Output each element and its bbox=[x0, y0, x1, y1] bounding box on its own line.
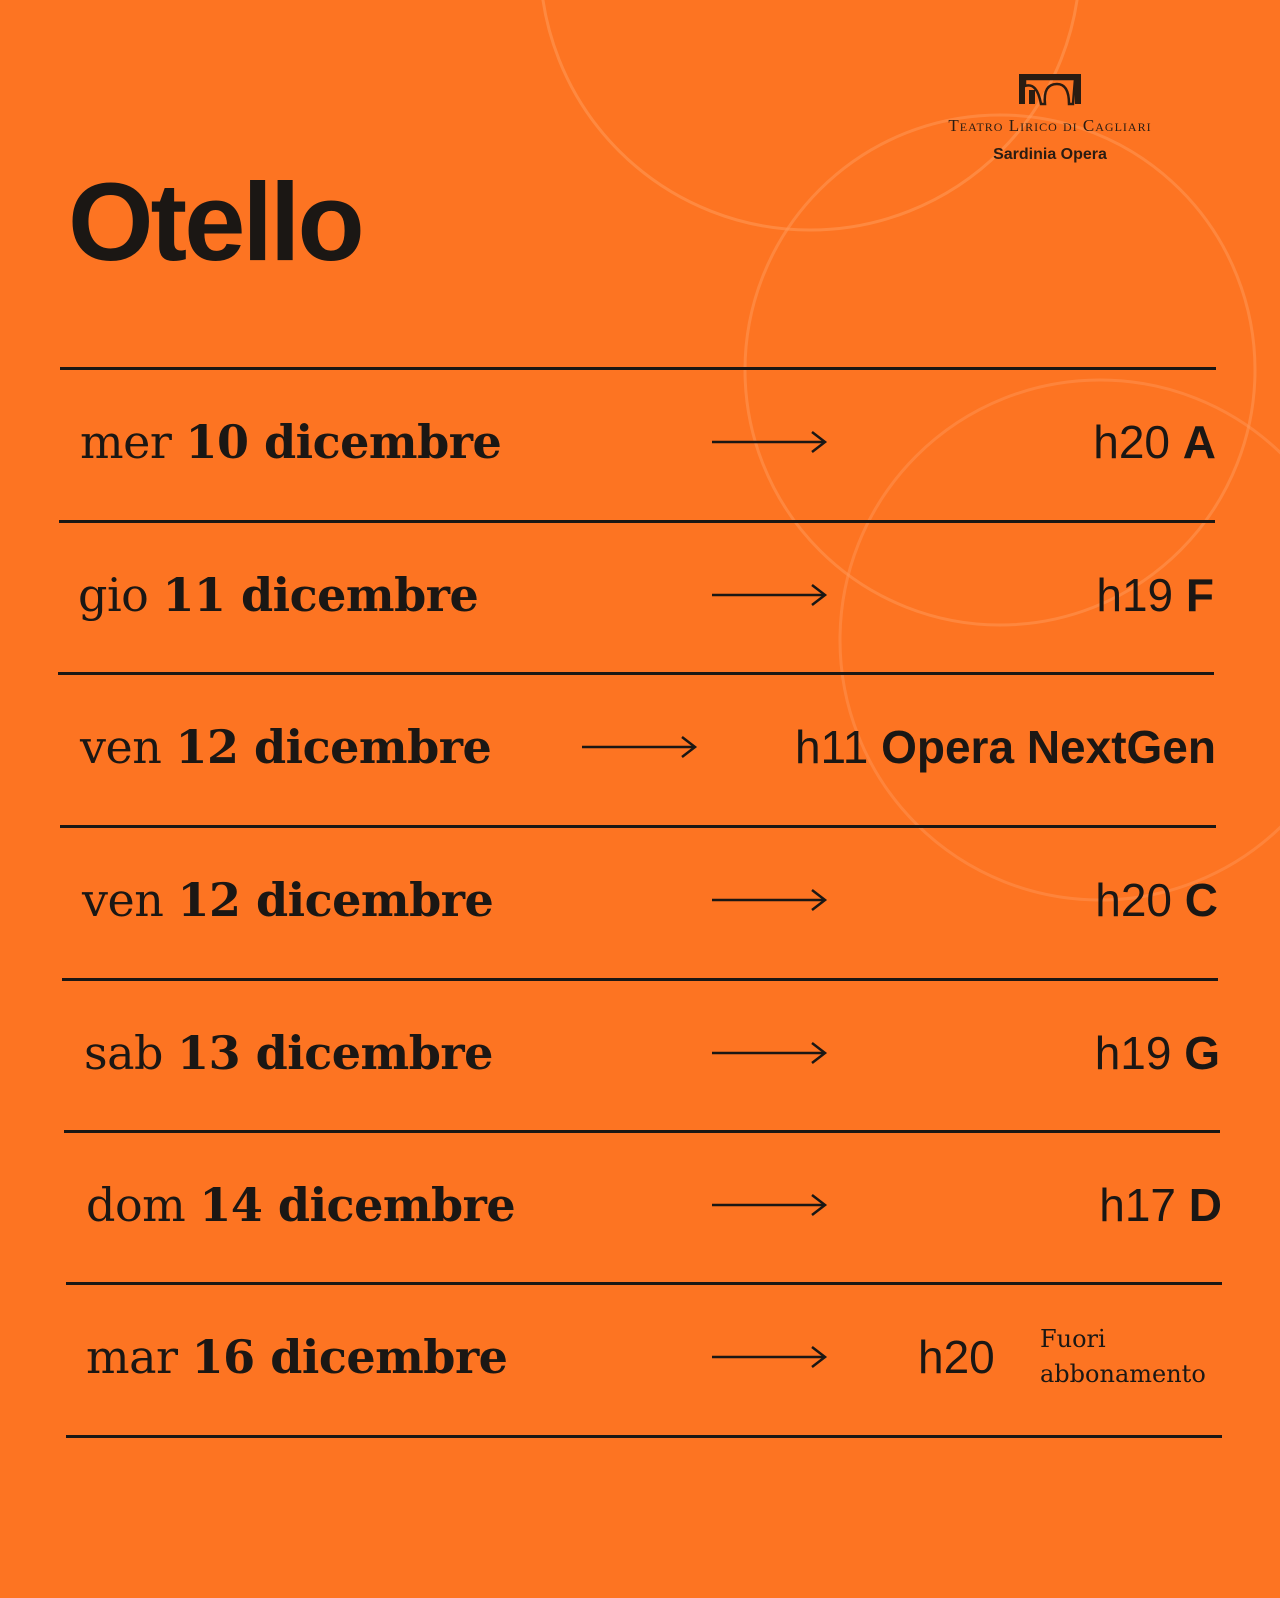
subscription-tag: F bbox=[1185, 569, 1214, 621]
time-label: h20 bbox=[918, 1331, 995, 1383]
performance-time bbox=[795, 720, 1216, 774]
performance-row bbox=[0, 367, 1280, 517]
subscription-tag: G bbox=[1184, 1027, 1220, 1079]
day-month-label: 12 dicembre bbox=[177, 873, 494, 927]
performance-date bbox=[80, 415, 501, 469]
performance-row bbox=[0, 672, 1280, 822]
performance-row bbox=[0, 1130, 1280, 1280]
brand-name: Teatro Lirico di Cagliari bbox=[948, 116, 1152, 135]
subscription-tag: Opera NextGen bbox=[881, 721, 1216, 773]
performance-date bbox=[82, 873, 493, 927]
time-label: h20 bbox=[1093, 416, 1170, 468]
performance-time bbox=[1096, 568, 1214, 622]
subscription-tag: A bbox=[1182, 416, 1216, 468]
long-right-arrow-icon bbox=[712, 1193, 828, 1217]
subscription-tag: D bbox=[1188, 1179, 1222, 1231]
weekday-label: ven bbox=[82, 873, 164, 927]
performance-date bbox=[80, 720, 491, 774]
time-label: h19 bbox=[1094, 1027, 1172, 1079]
day-month-label: 16 dicembre bbox=[191, 1330, 508, 1384]
performance-date bbox=[86, 1178, 515, 1232]
weekday-label: mar bbox=[86, 1330, 178, 1384]
long-right-arrow-icon bbox=[582, 735, 698, 759]
performance-time bbox=[1093, 415, 1216, 469]
time-label: h20 bbox=[1095, 874, 1172, 926]
long-right-arrow-icon bbox=[712, 430, 828, 454]
note-line: Fuori bbox=[1040, 1325, 1106, 1354]
long-right-arrow-icon bbox=[712, 1041, 828, 1065]
long-right-arrow-icon bbox=[712, 583, 828, 607]
weekday-label: mer bbox=[80, 415, 172, 469]
performance-date bbox=[86, 1330, 507, 1384]
weekday-label: dom bbox=[86, 1178, 186, 1232]
performance-time bbox=[1099, 1178, 1222, 1232]
day-month-label: 10 dicembre bbox=[185, 415, 502, 469]
weekday-label: ven bbox=[80, 720, 162, 774]
performance-row bbox=[0, 978, 1280, 1128]
performance-row bbox=[0, 825, 1280, 975]
note-line: abbonamento bbox=[1040, 1360, 1206, 1388]
day-month-label: 12 dicembre bbox=[175, 720, 492, 774]
performance-row bbox=[0, 1282, 1280, 1432]
divider bbox=[66, 1435, 1222, 1438]
page-title: Otello bbox=[68, 161, 362, 284]
subscription-tag: C bbox=[1184, 874, 1218, 926]
time-label: h19 bbox=[1096, 569, 1174, 621]
performance-date bbox=[84, 1026, 493, 1080]
day-month-label: 11 dicembre bbox=[162, 568, 479, 622]
performance-time bbox=[1095, 873, 1218, 927]
weekday-label: sab bbox=[84, 1026, 163, 1080]
time-label: h11 bbox=[794, 721, 869, 773]
time-label: h17 bbox=[1099, 1179, 1176, 1231]
performance-time bbox=[1095, 1026, 1220, 1080]
performance-row bbox=[0, 520, 1280, 670]
off-subscription-note bbox=[1040, 1322, 1206, 1392]
brand-subtitle: Sardinia Opera bbox=[993, 146, 1107, 163]
long-right-arrow-icon bbox=[712, 888, 828, 912]
long-right-arrow-icon bbox=[712, 1345, 828, 1369]
performance-date bbox=[78, 568, 478, 622]
weekday-label: gio bbox=[78, 568, 149, 622]
day-month-label: 14 dicembre bbox=[199, 1178, 516, 1232]
day-month-label: 13 dicembre bbox=[177, 1026, 493, 1080]
